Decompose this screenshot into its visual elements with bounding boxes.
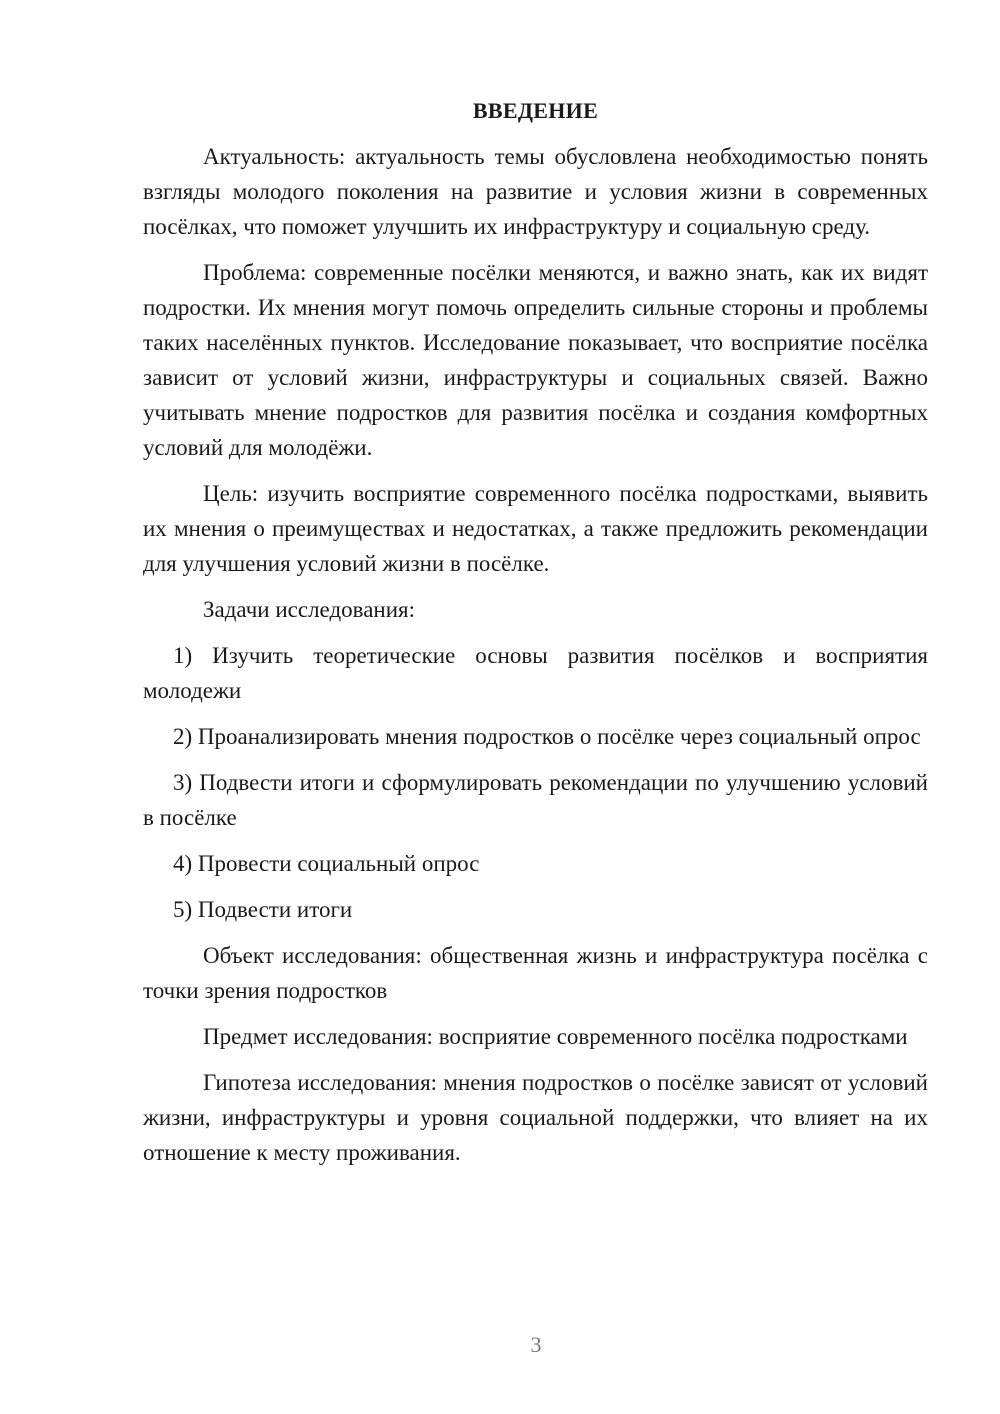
paragraph-goal: Цель: изучить восприятие современного посёлка подростками, выявить их мнения о преимуществах и недостатках, а также предложить рекомендации для улучшения условий жизни в посёлке. xyxy=(143,481,928,576)
task-item-4: 4) Провести социальный опрос xyxy=(173,851,480,876)
page-number: 3 xyxy=(530,1332,542,1357)
paragraph-relevance: Актуальность: актуальность темы обусловлена необходимостью понять взгляды молодого поколения на развитие и условия жизни в современных посёлках, что поможет улучшить их инфраструктуру и социальную среду. xyxy=(143,144,928,239)
document-body xyxy=(143,95,928,1181)
paragraph-subject: Предмет исследования: восприятие современного посёлка подростками xyxy=(203,1024,908,1049)
paragraph-problem: Проблема: современные посёлки меняются, и важно знать, как их видят подростки. Их мнения могут помочь определить сильные стороны и проблемы таких населённых пунктов. Исследование показывает, что восприятие посёлка зависит от условий жизни, инфраструктуры и социальных связей. Важно учитывать мнение подростков для развития посёлка и создания комфортных условий для молодёжи. xyxy=(143,260,928,460)
task-item-2: 2) Проанализировать мнения подростков о посёлке через социальный опрос xyxy=(173,724,921,749)
task-item-5: 5) Подвести итоги xyxy=(173,897,353,922)
tasks-title: Задачи исследования: xyxy=(203,597,416,622)
task-item-1: 1) Изучить теоретические основы развития посёлков и восприятия молодежи xyxy=(143,643,928,703)
section-heading: ВВЕДЕНИЕ xyxy=(472,98,599,123)
paragraph-hypothesis: Гипотеза исследования: мнения подростков о посёлке зависят от условий жизни, инфраструктуры и уровня социальной поддержки, что влияет на их отношение к месту проживания. xyxy=(143,1070,928,1165)
paragraph-object: Объект исследования: общественная жизнь и инфраструктура посёлка с точки зрения подростков xyxy=(143,943,928,1003)
task-item-3: 3) Подвести итоги и сформулировать рекомендации по улучшению условий в посёлке xyxy=(143,770,928,830)
